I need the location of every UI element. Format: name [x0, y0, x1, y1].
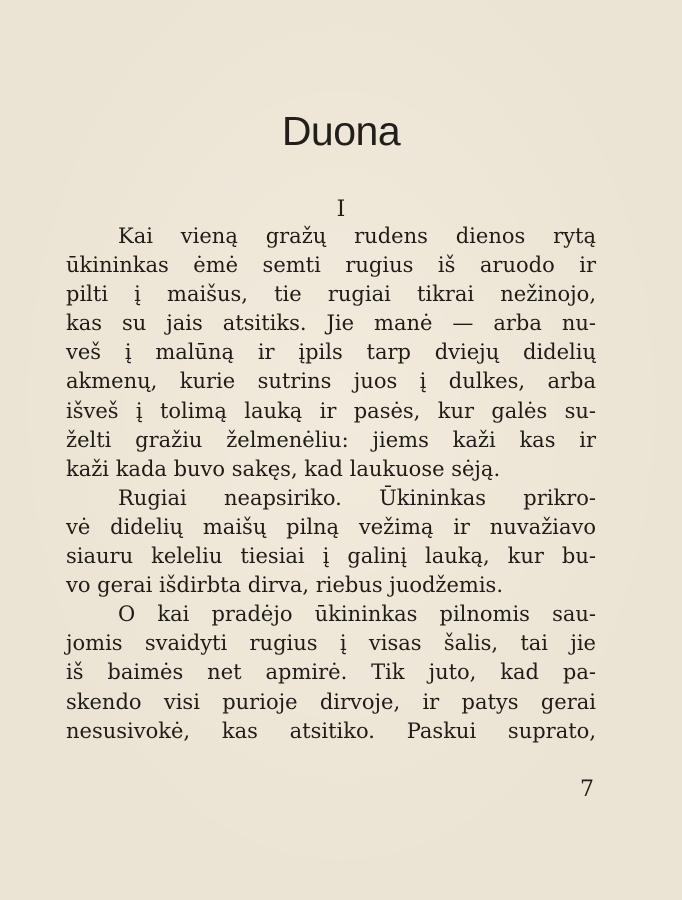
body-text: [66, 222, 596, 746]
chapter-title: Duona: [281, 108, 401, 154]
text-line: siauru keleliu tiesiai į galinį lauką, kur bu-: [66, 544, 596, 569]
text-line: išveš į tolimą lauką ir pasės, kur galės su-: [66, 398, 596, 423]
text-line: vė didelių maišų pilną vežimą ir nuvažiavo: [66, 514, 596, 539]
text-line: kas su jais atsitiks. Jie manė — arba nu-: [66, 311, 596, 336]
page-number: 7: [580, 777, 594, 802]
text-line: vo gerai išdirbta dirva, riebus juodžemis.: [66, 573, 504, 598]
text-line: iš baimės net apmirė. Tik juto, kad pa-: [66, 660, 596, 685]
text-line: skendo visi purioje dirvoje, ir patys gerai: [66, 689, 596, 714]
text-line: O kai pradėjo ūkininkas pilnomis sau-: [118, 602, 596, 627]
text-line: Kai vieną gražų rudens dienos rytą: [118, 224, 596, 248]
text-line: pilti į maišus, tie rugiai tikrai nežinojo,: [66, 282, 596, 307]
section-number: I: [336, 197, 346, 222]
text-line: želti gražiu želmenėliu: jiems kaži kas ir: [66, 427, 596, 452]
text-line: ūkininkas ėmė semti rugius iš aruodo ir: [66, 253, 596, 278]
text-line: jomis svaidyti rugius į visas šalis, tai jie: [66, 631, 596, 656]
text-line: nesusivokė, kas atsitiko. Paskui suprato,: [66, 718, 596, 743]
text-line: kaži kada buvo sakęs, kad laukuose sėją.: [66, 456, 501, 481]
text-line: Rugiai neapsiriko. Ūkininkas prikro-: [118, 485, 596, 510]
text-line: veš į malūną ir įpils tarp dviejų didelių: [66, 340, 596, 365]
text-line: akmenų, kurie sutrins juos į dulkes, arba: [66, 369, 596, 394]
